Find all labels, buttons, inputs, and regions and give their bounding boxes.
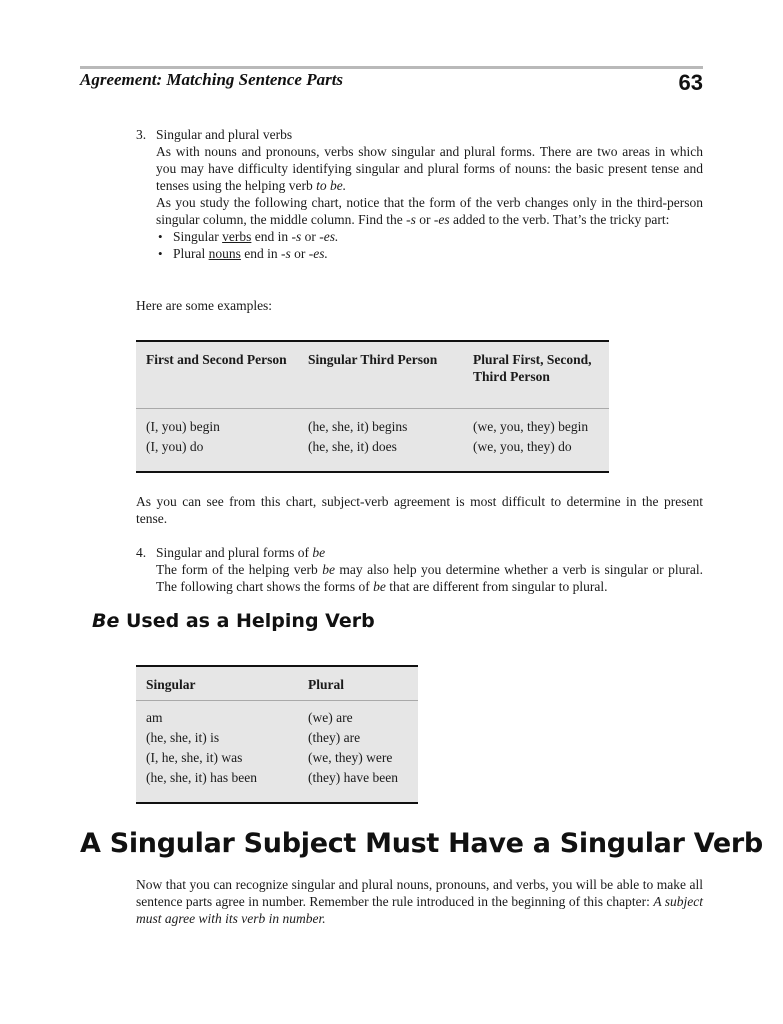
- bullet-singular-verbs: • Singular verbs end in -s or -es.: [156, 228, 703, 245]
- list-item-4: [136, 544, 703, 595]
- table-cell: (we, they) were: [308, 750, 393, 765]
- running-header-title: Agreement: Matching Sentence Parts: [80, 70, 344, 89]
- table-cell: (they) have been: [308, 770, 398, 785]
- table-cell: (I, you) do: [146, 439, 204, 454]
- closing-paragraph: Now that you can recognize singular and plural nouns, pronouns, and verbs, you will be able to make all sentence parts agree in number. Remember the rule introduced in the beginning of this chapter: A subject must agree with its verb in number.: [136, 877, 703, 926]
- table-header-singular-third: Singular Third Person: [308, 352, 438, 367]
- item-3-number: 3.: [136, 127, 147, 142]
- table-header-first-second: First and Second Person: [146, 352, 287, 367]
- table-cell: am: [146, 710, 163, 725]
- table-cell: (he, she, it) has been: [146, 770, 257, 785]
- item-4-number: 4.: [136, 545, 147, 560]
- section-heading-be-helping-verb: Be Used as a Helping Verb: [92, 610, 375, 632]
- item-3-paragraph-1: As with nouns and pronouns, verbs show singular and plural forms. There are two areas in which you may have difficulty identifying singular and plural forms of nouns: the basic present tense and tenses using the helping verb to be.: [156, 144, 703, 193]
- table-cell: (he, she, it) begins: [308, 419, 408, 434]
- header-rule: [80, 66, 703, 69]
- table-cell: (I, you) begin: [146, 419, 220, 434]
- list-item-3: [136, 126, 703, 262]
- after-table-paragraph: As you can see from this chart, subject-verb agreement is most difficult to determine in the present tense.: [136, 494, 703, 526]
- item-3-heading: Singular and plural verbs: [156, 127, 293, 142]
- page-number: 63: [678, 70, 703, 95]
- be-forms-table-header: [136, 667, 418, 701]
- table-cell: (he, she, it) does: [308, 439, 397, 454]
- examples-intro: Here are some examples:: [136, 298, 273, 313]
- table-header-plural: Plural: [308, 677, 344, 692]
- table-cell: (we, you, they) do: [473, 439, 572, 454]
- table-cell: (they) are: [308, 730, 361, 745]
- verb-forms-table: [136, 340, 609, 473]
- be-forms-table: [136, 665, 418, 804]
- item-4-heading: Singular and plural forms of be: [156, 545, 326, 560]
- bullet-plural-nouns: • Plural nouns end in -s or -es.: [156, 245, 703, 262]
- verb-forms-table-header: [136, 342, 609, 409]
- table-cell: (he, she, it) is: [146, 730, 220, 745]
- table-header-plural: Plural First, Second, Third Person: [473, 352, 592, 384]
- item-4-paragraph: The form of the helping verb be may also help you determine whether a verb is singular or plural. The following chart shows the forms of be that are different from singular to plural.: [156, 562, 704, 594]
- main-section-heading: A Singular Subject Must Have a Singular Verb: [80, 828, 763, 859]
- table-header-singular: Singular: [146, 677, 196, 692]
- table-cell: (we, you, they) begin: [473, 419, 589, 434]
- table-cell: (we) are: [308, 710, 353, 725]
- table-cell: (I, he, she, it) was: [146, 750, 243, 765]
- item-3-paragraph-2: As you study the following chart, notice that the form of the verb changes only in the third-person singular column, the middle column. Find the -s or -es added to the verb. That’s the tricky part:: [156, 195, 703, 227]
- item-3-bullets: [156, 228, 703, 262]
